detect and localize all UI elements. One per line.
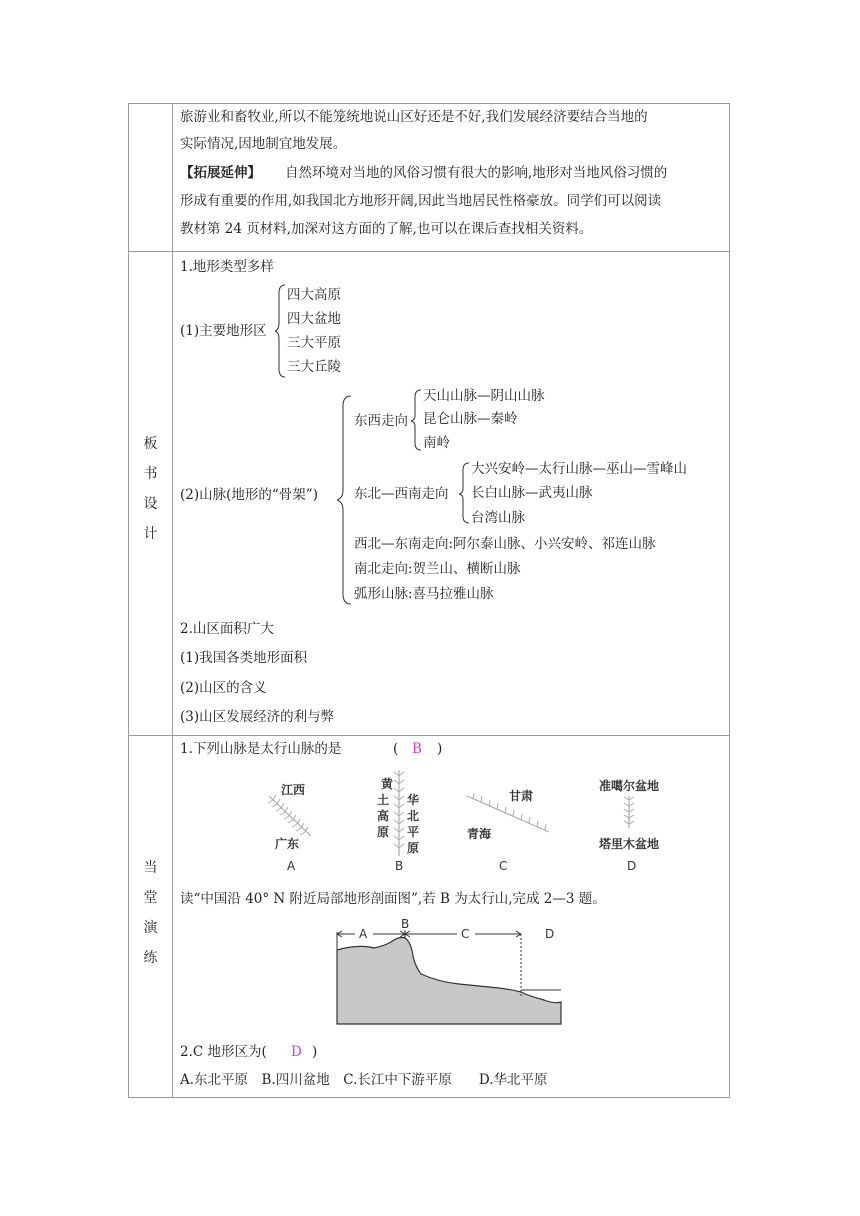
practice-label-4: 练	[143, 950, 158, 966]
opt-b-letter: B	[395, 859, 404, 873]
opt-c-left: 青海	[467, 827, 492, 841]
q1-paren-close: )	[437, 741, 443, 757]
board-sub-2: (2)山区的含义	[180, 680, 267, 696]
opt-a-bottom: 广东	[275, 837, 300, 851]
practice-label-2: 堂	[143, 890, 158, 906]
board-label-2: 书	[143, 466, 158, 482]
ew-item-1: 天山山脉—阴山山脉	[423, 388, 545, 404]
board-label-1: 板	[143, 436, 158, 452]
terrain-profile-figure	[329, 916, 569, 1028]
opt-a-letter: A	[287, 859, 296, 873]
sec1-line1: 旅游业和畜牧业,所以不能笼统地说山区好还是不好,我们发展经济要结合当地的	[180, 109, 648, 125]
q2-answer: D	[291, 1044, 302, 1060]
opt-b-right-2: 北	[407, 809, 420, 823]
nesw-item-3: 台湾山脉	[471, 510, 525, 526]
brace-east-west	[411, 388, 423, 452]
mountains-label: (2)山脉(地形的“骨架”)	[180, 487, 318, 503]
option-d-figure	[598, 778, 659, 873]
nesw-item-1: 大兴安岭—太行山脉—巫山—雪峰山	[471, 461, 687, 477]
arc-line: 弧形山脉:喜马拉雅山脉	[354, 586, 494, 602]
q1-answer: B	[412, 741, 422, 757]
extension-label: 【拓展延伸】	[180, 165, 261, 181]
board-label-4: 计	[143, 526, 158, 542]
opt-d-top: 准噶尔盆地	[599, 779, 659, 793]
brace-main-regions	[275, 283, 287, 379]
row-divider-1	[129, 251, 729, 252]
question-2: 2.C 地形区为(	[180, 1044, 267, 1060]
sec1-line4: 形成有重要的作用,如我国北方地形开阔,因此当地居民性格豪放。同学们可以阅读	[180, 193, 662, 209]
opt-b-right-3: 平	[407, 825, 420, 839]
nesw-item-2: 长白山脉—武夷山脉	[471, 485, 593, 501]
option-c-figure	[467, 788, 549, 873]
opt-b-right-1: 华	[407, 793, 420, 807]
column-divider	[172, 104, 173, 1097]
q2-options: A.东北平原 B.四川盆地 C.长江中下游平原 D.华北平原	[180, 1072, 548, 1088]
ew-item-2: 昆仑山脉—秦岭	[423, 411, 518, 427]
option-a-figure	[268, 782, 311, 873]
profile-label-a: A	[359, 927, 368, 941]
board-sub-3: (3)山区发展经济的利与弊	[180, 709, 335, 725]
nw-se-line: 西北—东南走向:阿尔泰山脉、小兴安岭、祁连山脉	[354, 536, 656, 552]
north-south-line: 南北走向:贺兰山、横断山脉	[354, 561, 521, 577]
opt-a-top: 江西	[281, 783, 306, 797]
profile-label-d: D	[545, 927, 555, 941]
row-divider-2	[129, 735, 729, 736]
opt-c-letter: C	[499, 859, 508, 873]
opt-b-left-2: 土	[377, 793, 390, 807]
east-west-label: 东西走向	[354, 413, 408, 429]
profile-label-c: C	[461, 927, 470, 941]
opt-d-letter: D	[627, 859, 637, 873]
opt-b-left-1: 黄	[381, 777, 394, 791]
opt-b-left-4: 原	[377, 825, 390, 839]
profile-label-b: B	[401, 917, 410, 931]
ew-item-3: 南岭	[423, 435, 450, 451]
sec1-line2: 实际情况,因地制宜地发展。	[180, 136, 347, 152]
q1-paren-open: (	[393, 741, 399, 757]
board-label-3: 设	[143, 496, 158, 512]
q2-paren-close: )	[312, 1044, 318, 1060]
main-region-4: 三大丘陵	[287, 359, 341, 375]
main-region-3: 三大平原	[287, 335, 341, 351]
read-instruction: 读“中国沿 40° N 附近局部地形剖面图”,若 B 为太行山,完成 2—3 题。	[180, 891, 606, 907]
board-heading-1: 1.地形类型多样	[180, 259, 274, 275]
sec1-line3: 自然环境对当地的风俗习惯有很大的影响,地形对当地风俗习惯的	[285, 165, 668, 181]
practice-label-3: 演	[143, 920, 158, 936]
lesson-table	[128, 103, 730, 1098]
board-sub-1: (1)我国各类地形面积	[180, 650, 308, 666]
practice-label-1: 当	[143, 860, 158, 876]
brace-ne-sw	[459, 461, 471, 525]
opt-b-right-4: 原	[407, 841, 420, 855]
main-regions-label: (1)主要地形区	[180, 323, 267, 339]
main-region-1: 四大高原	[287, 287, 341, 303]
main-region-2: 四大盆地	[287, 311, 341, 327]
opt-d-bottom: 塔里木盆地	[599, 837, 659, 851]
option-b-figure	[377, 770, 419, 873]
mountain-options-figure	[259, 764, 659, 874]
ne-sw-label: 东北—西南走向	[354, 486, 449, 502]
sec1-line5: 教材第 24 页材料,加深对这方面的了解,也可以在课后查找相关资料。	[180, 221, 593, 237]
question-1: 1.下列山脉是太行山脉的是	[180, 741, 342, 757]
opt-b-left-3: 高	[377, 809, 390, 823]
opt-c-top: 甘肃	[509, 789, 534, 803]
board-heading-2: 2.山区面积广大	[180, 621, 274, 637]
brace-mountains	[337, 394, 353, 606]
